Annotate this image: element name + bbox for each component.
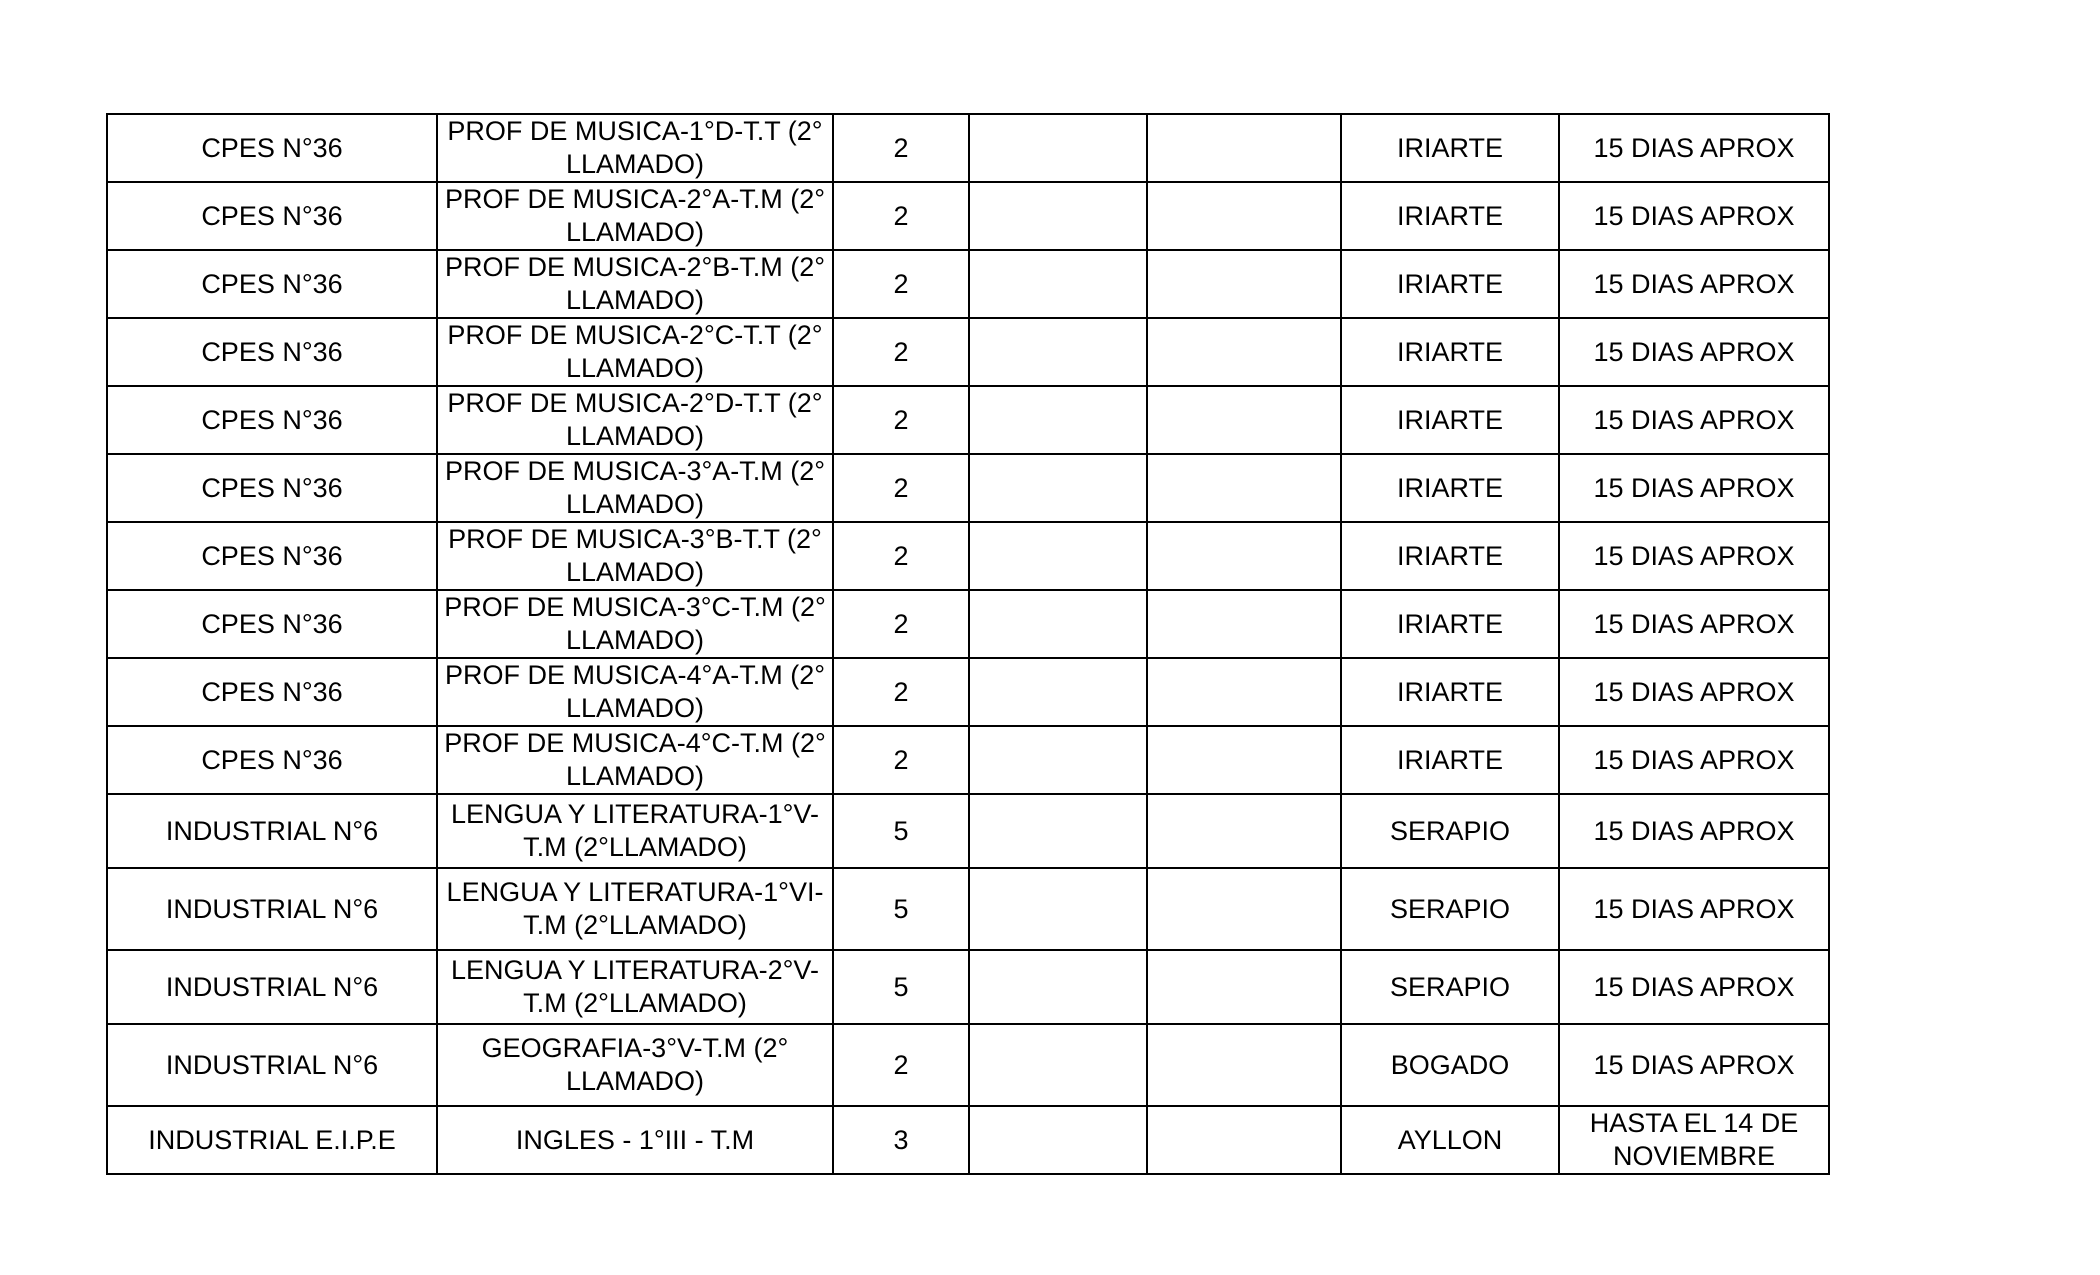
table-row bbox=[107, 454, 1829, 522]
table-row bbox=[107, 386, 1829, 454]
teacher-cell: AYLLON bbox=[1341, 1106, 1559, 1174]
hours-cell: 2 bbox=[833, 726, 969, 794]
school-cell: CPES N°36 bbox=[107, 386, 437, 454]
hours-cell: 2 bbox=[833, 386, 969, 454]
duration-cell: 15 DIAS APROX bbox=[1559, 590, 1829, 658]
position-cell: PROF DE MUSICA-3°A-T.M (2° LLAMADO) bbox=[437, 454, 833, 522]
hours-cell: 5 bbox=[833, 868, 969, 950]
empty-cell bbox=[969, 950, 1147, 1024]
empty-cell bbox=[969, 522, 1147, 590]
teacher-cell: IRIARTE bbox=[1341, 454, 1559, 522]
school-cell: CPES N°36 bbox=[107, 658, 437, 726]
position-cell: PROF DE MUSICA-2°C-T.T (2° LLAMADO) bbox=[437, 318, 833, 386]
empty-cell bbox=[1147, 114, 1341, 182]
teacher-cell: IRIARTE bbox=[1341, 658, 1559, 726]
teacher-cell: IRIARTE bbox=[1341, 522, 1559, 590]
duration-cell: HASTA EL 14 DE NOVIEMBRE bbox=[1559, 1106, 1829, 1174]
school-cell: CPES N°36 bbox=[107, 454, 437, 522]
hours-cell: 2 bbox=[833, 454, 969, 522]
empty-cell bbox=[969, 318, 1147, 386]
empty-cell bbox=[1147, 522, 1341, 590]
teacher-cell: IRIARTE bbox=[1341, 726, 1559, 794]
table-row bbox=[107, 726, 1829, 794]
school-cell: CPES N°36 bbox=[107, 182, 437, 250]
duration-cell: 15 DIAS APROX bbox=[1559, 318, 1829, 386]
duration-cell: 15 DIAS APROX bbox=[1559, 658, 1829, 726]
teacher-cell: IRIARTE bbox=[1341, 250, 1559, 318]
duration-cell: 15 DIAS APROX bbox=[1559, 454, 1829, 522]
empty-cell bbox=[1147, 726, 1341, 794]
empty-cell bbox=[1147, 1024, 1341, 1106]
duration-cell: 15 DIAS APROX bbox=[1559, 114, 1829, 182]
empty-cell bbox=[1147, 950, 1341, 1024]
hours-cell: 2 bbox=[833, 522, 969, 590]
empty-cell bbox=[969, 114, 1147, 182]
hours-cell: 5 bbox=[833, 950, 969, 1024]
hours-cell: 2 bbox=[833, 658, 969, 726]
duration-cell: 15 DIAS APROX bbox=[1559, 386, 1829, 454]
table-row bbox=[107, 950, 1829, 1024]
empty-cell bbox=[969, 590, 1147, 658]
duration-cell: 15 DIAS APROX bbox=[1559, 950, 1829, 1024]
hours-cell: 2 bbox=[833, 318, 969, 386]
hours-cell: 2 bbox=[833, 250, 969, 318]
school-cell: INDUSTRIAL N°6 bbox=[107, 1024, 437, 1106]
table-row bbox=[107, 794, 1829, 868]
table-row bbox=[107, 1024, 1829, 1106]
hours-cell: 5 bbox=[833, 794, 969, 868]
table-row bbox=[107, 114, 1829, 182]
table-row bbox=[107, 590, 1829, 658]
school-cell: INDUSTRIAL N°6 bbox=[107, 868, 437, 950]
empty-cell bbox=[969, 1106, 1147, 1174]
position-cell: PROF DE MUSICA-3°B-T.T (2° LLAMADO) bbox=[437, 522, 833, 590]
hours-cell: 3 bbox=[833, 1106, 969, 1174]
empty-cell bbox=[969, 250, 1147, 318]
duration-cell: 15 DIAS APROX bbox=[1559, 522, 1829, 590]
empty-cell bbox=[1147, 250, 1341, 318]
table-row bbox=[107, 868, 1829, 950]
empty-cell bbox=[969, 658, 1147, 726]
hours-cell: 2 bbox=[833, 182, 969, 250]
duration-cell: 15 DIAS APROX bbox=[1559, 794, 1829, 868]
teacher-cell: IRIARTE bbox=[1341, 114, 1559, 182]
position-cell: PROF DE MUSICA-1°D-T.T (2° LLAMADO) bbox=[437, 114, 833, 182]
empty-cell bbox=[1147, 658, 1341, 726]
duration-cell: 15 DIAS APROX bbox=[1559, 250, 1829, 318]
position-cell: PROF DE MUSICA-3°C-T.M (2° LLAMADO) bbox=[437, 590, 833, 658]
assignments-table bbox=[106, 113, 1830, 1175]
position-cell: PROF DE MUSICA-2°A-T.M (2° LLAMADO) bbox=[437, 182, 833, 250]
position-cell: LENGUA Y LITERATURA-2°V-T.M (2°LLAMADO) bbox=[437, 950, 833, 1024]
empty-cell bbox=[1147, 868, 1341, 950]
teacher-cell: IRIARTE bbox=[1341, 386, 1559, 454]
position-cell: LENGUA Y LITERATURA-1°VI-T.M (2°LLAMADO) bbox=[437, 868, 833, 950]
teacher-cell: SERAPIO bbox=[1341, 868, 1559, 950]
position-cell: LENGUA Y LITERATURA-1°V-T.M (2°LLAMADO) bbox=[437, 794, 833, 868]
empty-cell bbox=[1147, 318, 1341, 386]
position-cell: PROF DE MUSICA-4°C-T.M (2° LLAMADO) bbox=[437, 726, 833, 794]
school-cell: INDUSTRIAL E.I.P.E bbox=[107, 1106, 437, 1174]
position-cell: GEOGRAFIA-3°V-T.M (2° LLAMADO) bbox=[437, 1024, 833, 1106]
table-row bbox=[107, 182, 1829, 250]
empty-cell bbox=[969, 182, 1147, 250]
teacher-cell: IRIARTE bbox=[1341, 590, 1559, 658]
school-cell: INDUSTRIAL N°6 bbox=[107, 794, 437, 868]
teacher-cell: SERAPIO bbox=[1341, 794, 1559, 868]
empty-cell bbox=[969, 1024, 1147, 1106]
teacher-cell: IRIARTE bbox=[1341, 182, 1559, 250]
school-cell: CPES N°36 bbox=[107, 590, 437, 658]
empty-cell bbox=[1147, 454, 1341, 522]
position-cell: PROF DE MUSICA-4°A-T.M (2° LLAMADO) bbox=[437, 658, 833, 726]
table-row bbox=[107, 1106, 1829, 1174]
school-cell: INDUSTRIAL N°6 bbox=[107, 950, 437, 1024]
teacher-cell: IRIARTE bbox=[1341, 318, 1559, 386]
school-cell: CPES N°36 bbox=[107, 318, 437, 386]
hours-cell: 2 bbox=[833, 590, 969, 658]
hours-cell: 2 bbox=[833, 1024, 969, 1106]
empty-cell bbox=[969, 726, 1147, 794]
table-row bbox=[107, 250, 1829, 318]
position-cell: PROF DE MUSICA-2°B-T.M (2° LLAMADO) bbox=[437, 250, 833, 318]
empty-cell bbox=[1147, 182, 1341, 250]
empty-cell bbox=[969, 794, 1147, 868]
table-row bbox=[107, 522, 1829, 590]
empty-cell bbox=[969, 386, 1147, 454]
school-cell: CPES N°36 bbox=[107, 114, 437, 182]
hours-cell: 2 bbox=[833, 114, 969, 182]
empty-cell bbox=[1147, 590, 1341, 658]
empty-cell bbox=[1147, 386, 1341, 454]
teacher-cell: BOGADO bbox=[1341, 1024, 1559, 1106]
empty-cell bbox=[969, 454, 1147, 522]
duration-cell: 15 DIAS APROX bbox=[1559, 868, 1829, 950]
table-row bbox=[107, 318, 1829, 386]
school-cell: CPES N°36 bbox=[107, 522, 437, 590]
duration-cell: 15 DIAS APROX bbox=[1559, 1024, 1829, 1106]
empty-cell bbox=[969, 868, 1147, 950]
empty-cell bbox=[1147, 794, 1341, 868]
position-cell: PROF DE MUSICA-2°D-T.T (2° LLAMADO) bbox=[437, 386, 833, 454]
empty-cell bbox=[1147, 1106, 1341, 1174]
duration-cell: 15 DIAS APROX bbox=[1559, 726, 1829, 794]
school-cell: CPES N°36 bbox=[107, 726, 437, 794]
position-cell: INGLES - 1°III - T.M bbox=[437, 1106, 833, 1174]
school-cell: CPES N°36 bbox=[107, 250, 437, 318]
teacher-cell: SERAPIO bbox=[1341, 950, 1559, 1024]
duration-cell: 15 DIAS APROX bbox=[1559, 182, 1829, 250]
table-row bbox=[107, 658, 1829, 726]
